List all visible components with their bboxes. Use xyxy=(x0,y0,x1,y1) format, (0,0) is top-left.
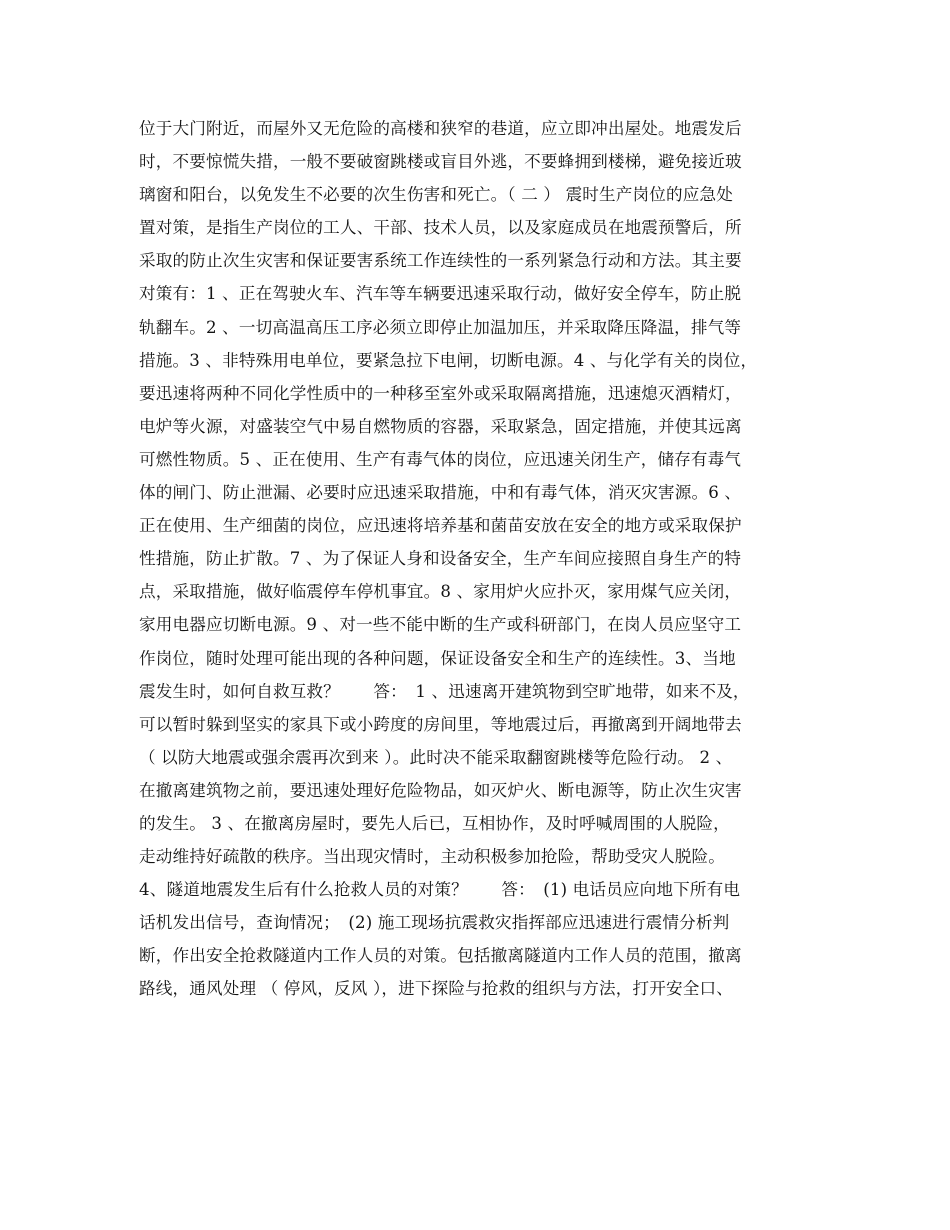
text-line: 家用电器应切断电源。9 、对一些不能中断的生产或科研部门，在岗人员应坚守工 xyxy=(139,615,742,635)
text-line: 断，作出安全抢救隧道内工作人员的对策。包括撤离隧道内工作人员的范围，撤离 xyxy=(139,946,742,966)
text-line: 要迅速将两种不同化学性质中的一种移至室外或采取隔离措施，迅速熄灭酒精灯， xyxy=(139,383,742,403)
text-line: 走动维持好疏散的秩序。当出现灾情时，主动积极参加抢险，帮助受灾人脱险。 xyxy=(139,847,726,867)
text-line: 路线，通风处理 （ 停风，反风 ），进下探险与抢救的组织与方法，打开安全口、 xyxy=(139,979,734,999)
text-line: 采取的防止次生灾害和保证要害系统工作连续性的一系列紧急行动和方法。其主要 xyxy=(139,251,742,271)
text-line: 4、隧道地震发生后有什么抢救人员的对策？ 答： (1) 电话员应向地下所有电 xyxy=(139,880,741,900)
text-line: 震发生时，如何自救互救？ 答： 1 、迅速离开建筑物到空旷地带，如来不及， xyxy=(139,681,750,701)
text-line: 时，不要惊慌失措，一般不要破窗跳楼或盲目外逃，不要蜂拥到楼梯，避免接近玻 xyxy=(139,152,742,172)
body-text xyxy=(139,112,839,1006)
text-line: 对策有：1 、正在驾驶火车、汽车等车辆要迅速采取行动，做好安全停车，防止脱 xyxy=(139,284,742,304)
text-line: 作岗位，随时处理可能出现的各种问题，保证设备安全和生产的连续性。3、当地 xyxy=(139,648,736,668)
text-line: 正在使用、生产细菌的岗位，应迅速将培养基和菌苗安放在安全的地方或采取保护 xyxy=(139,516,742,536)
text-line: 璃窗和阳台，以免发生不必要的次生伤害和死亡。（ 二 ） 震时生产岗位的应急处 xyxy=(139,185,734,205)
text-line: 轨翻车。2 、一切高温高压工序必须立即停止加温加压，并采取降压降温，排气等 xyxy=(139,317,742,337)
text-line: 在撤离建筑物之前，要迅速处理好危险物品，如灭炉火、断电源等，防止次生灾害 xyxy=(139,780,742,800)
text-line: 置对策，是指生产岗位的工人、干部、技术人员，以及家庭成员在地震预警后，所 xyxy=(139,218,742,238)
text-line: 话机发出信号，查询情况； (2) 施工现场抗震救灾指挥部应迅速进行震情分析判 xyxy=(139,913,730,933)
text-line: （ 以防大地震或强余震再次到来 ）。此时决不能采取翻窗跳楼等危险行动。 2 、 xyxy=(139,747,733,767)
text-line: 位于大门附近，而屋外又无危险的高楼和狭窄的巷道，应立即冲出屋处。地震发后 xyxy=(139,119,742,138)
text-line: 的发生。 3 、在撤离房屋时，要先人后已，互相协作，及时呼喊周围的人脱险， xyxy=(139,813,730,833)
text-line: 电炉等火源，对盛装空气中易自燃物质的容器，采取紧急，固定措施，并使其远离 xyxy=(139,416,742,436)
text-line: 体的闸门、防止泄漏、必要时应迅速采取措施，中和有毒气体，消灭灾害源。6 、 xyxy=(139,483,742,503)
text-line: 可以暂时躲到坚实的家具下或小跨度的房间里，等地震过后，再撤离到开阔地带去 xyxy=(139,714,742,734)
text-line: 点，采取措施，做好临震停车停机事宜。8 、家用炉火应扑灭，家用煤气应关闭， xyxy=(139,582,742,602)
text-line: 可燃性物质。5 、正在使用、生产有毒气体的岗位，应迅速关闭生产，储存有毒气 xyxy=(139,449,742,469)
text-line: 性措施，防止扩散。7 、为了保证人身和设备安全，生产车间应接照自身生产的特 xyxy=(139,549,742,569)
text-line: 措施。3 、非特殊用电单位，要紧急拉下电闸，切断电源。4 、与化学有关的岗位， xyxy=(139,350,758,370)
